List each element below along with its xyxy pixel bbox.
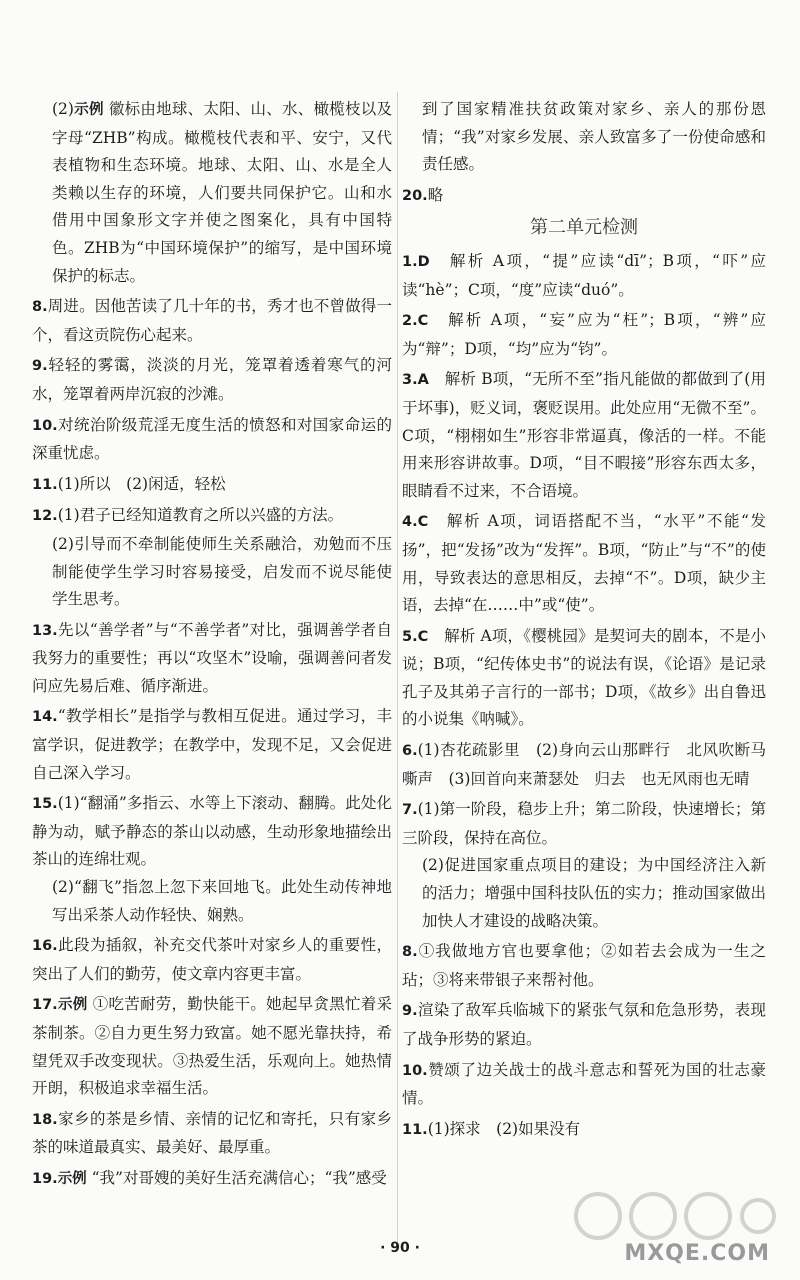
answer-7-part-2 bbox=[32, 96, 392, 290]
answer-12: 12.(1)君子已经知道教育之所以兴盛的方法。 (2)引导而不牵制能使师生关系融洽，劝勉而不压制能使学生学习时容易接受，启发而不说尽能使学生思考。 bbox=[32, 506, 392, 609]
answer-20: 20.略 bbox=[402, 185, 444, 204]
column-divider bbox=[397, 92, 398, 1242]
answer-11: 11.(1)所以 (2)闲适，轻松 bbox=[32, 474, 226, 493]
unit2-answer-4: 4.C 解析 A项，词语搭配不当，“水平”不能“发扬”，把“发扬”改为“发挥”。B项，“防止”与“不”的使用，导致表达的意思相反，去掉“不”。D项，缺少主语，去掉“在……中”或“使”。 bbox=[402, 512, 766, 615]
answer-19: 19.示例 “我”对哥嫂的美好生活充满信心；“我”感受 bbox=[32, 1168, 387, 1187]
answer-9: 9.轻轻的雾霭，淡淡的月光，笼罩着透着寒气的河水，笼罩着两岸沉寂的沙滩。 bbox=[32, 356, 392, 403]
answer-19-continuation: 到了国家精准扶贫政策对家乡、亲人的那份恩情；“我”对家乡发展、亲人致富多了一份使命感和责任感。 bbox=[422, 100, 766, 174]
unit2-answer-6: 6.(1)杏花疏影里 (2)身向云山那畔行 北风吹断马嘶声 (3)回首向来萧瑟处 归去 也无风雨也无晴 bbox=[402, 741, 766, 788]
answer-text: 徽标由地球、太阳、山、水、橄榄枝以及字母“ZHB”构成。橄榄枝代表和平、安宁，又代表植物和生态环境。地球、太阳、山、水是全人类赖以生存的环境，人们要共同保护它。山和水借用中国象形文字并使之图案化，具有中国特色。ZHB为“中国环境保护”的缩写，是中国环境保护的标志。 bbox=[52, 100, 392, 285]
unit2-answer-11: 11.(1)探求 (2)如果没有 bbox=[402, 1119, 581, 1138]
watermark-text: MXQE.COM bbox=[624, 1241, 770, 1266]
answer-13: 13.先以“善学者”与“不善学者”对比，强调善学者自我努力的重要性；再以“攻坚木”设喻，强调善问者发问应先易后难、循序渐进。 bbox=[32, 620, 392, 695]
page-number: · 90 · bbox=[380, 1240, 420, 1256]
right-column bbox=[402, 96, 766, 1144]
section-title: 第二单元检测 bbox=[530, 217, 638, 239]
example-label: 示例 bbox=[73, 102, 104, 118]
unit2-answer-1: 1.D 解析 A项，“提”应读“dī”；B项，“吓”应读“hè”；C项，“度”应读“duó”。 bbox=[402, 251, 766, 299]
sub-number: (2) bbox=[52, 100, 74, 118]
answer-15: 15.(1)“翻涌”多指云、水等上下滚动、翻腾。此处化静为动，赋予静态的茶山以动感，生动形象地描绘出茶山的连绵壮观。 (2)“翻飞”指忽上忽下来回地飞。此处生动传神地写出采茶人动作轻快、娴熟。 bbox=[32, 794, 392, 924]
answer-17: 17.示例 ①吃苦耐劳，勤快能干。她起早贪黑忙着采茶制茶。②自力更生努力致富。她不愿光靠扶持，希望凭双手改变现状。③热爱生活，乐观向上。她热情开朗，积极追求幸福生活。 bbox=[32, 995, 393, 1098]
answer-8: 8.周进。因他苦读了几十年的书，秀才也不曾做得一个，看这贡院伤心起来。 bbox=[32, 297, 392, 344]
answer-10: 10.对统治阶级荒淫无度生活的愤怒和对国家命运的深重忧虑。 bbox=[32, 415, 392, 463]
unit2-answer-2: 2.C 解析 A项，“妄”应为“枉”；B项，“辨”应为“辩”；D项，“均”应为“钧”。 bbox=[402, 311, 766, 358]
answer-14: 14.“教学相长”是指学与教相互促进。通过学习，丰富学识，促进教学；在教学中，发现不足，又会促进自己深入学习。 bbox=[32, 707, 392, 782]
answer-18: 18.家乡的茶是乡情、亲情的记忆和寄托，只有家乡茶的味道最真实、最美好、最厚重。 bbox=[32, 1109, 392, 1157]
answer-16: 16.此段为插叙，补充交代茶叶对家乡人的重要性，突出了人们的勤劳，使文章内容更丰富。 bbox=[32, 936, 392, 983]
unit2-answer-3: 3.A 解析 B项，“无所不至”指凡能做的都做到了(用于坏事)，贬义词，褒贬误用。此处应用“无微不至”。C项，“栩栩如生”形容非常逼真，像活的一样。不能用来形容讲故事。D项，“目不暇接”形容东西太多，眼睛看不过来，不合语境。 bbox=[402, 370, 766, 500]
unit2-answer-9: 9.渲染了敌军兵临城下的紧张气氛和危急形势，表现了战争形势的紧迫。 bbox=[402, 1001, 766, 1048]
unit2-answer-7: 7.(1)第一阶段，稳步上升；第二阶段，快速增长；第三阶段，保持在高位。 (2)促进国家重点项目的建设；为中国经济注入新的活力；增强中国科技队伍的实力；推动国家做出加快人才建设的战略决策。 bbox=[402, 800, 766, 930]
unit2-answer-10: 10.赞颂了边关战士的战斗意志和誓死为国的壮志豪情。 bbox=[402, 1060, 766, 1108]
unit2-answer-5: 5.C 解析 A项，《樱桃园》是契诃夫的剧本，不是小说；B项，“纪传体史书”的说法有误，《论语》是记录孔子及其弟子言行的一部书；D项，《故乡》出自鲁迅的小说集《呐喊》。 bbox=[402, 626, 766, 729]
left-column bbox=[32, 96, 392, 1194]
unit2-answer-8: 8.①我做地方官也要拿他；②如若去会成为一生之玷；③将来带银子来帮衬他。 bbox=[402, 942, 766, 989]
